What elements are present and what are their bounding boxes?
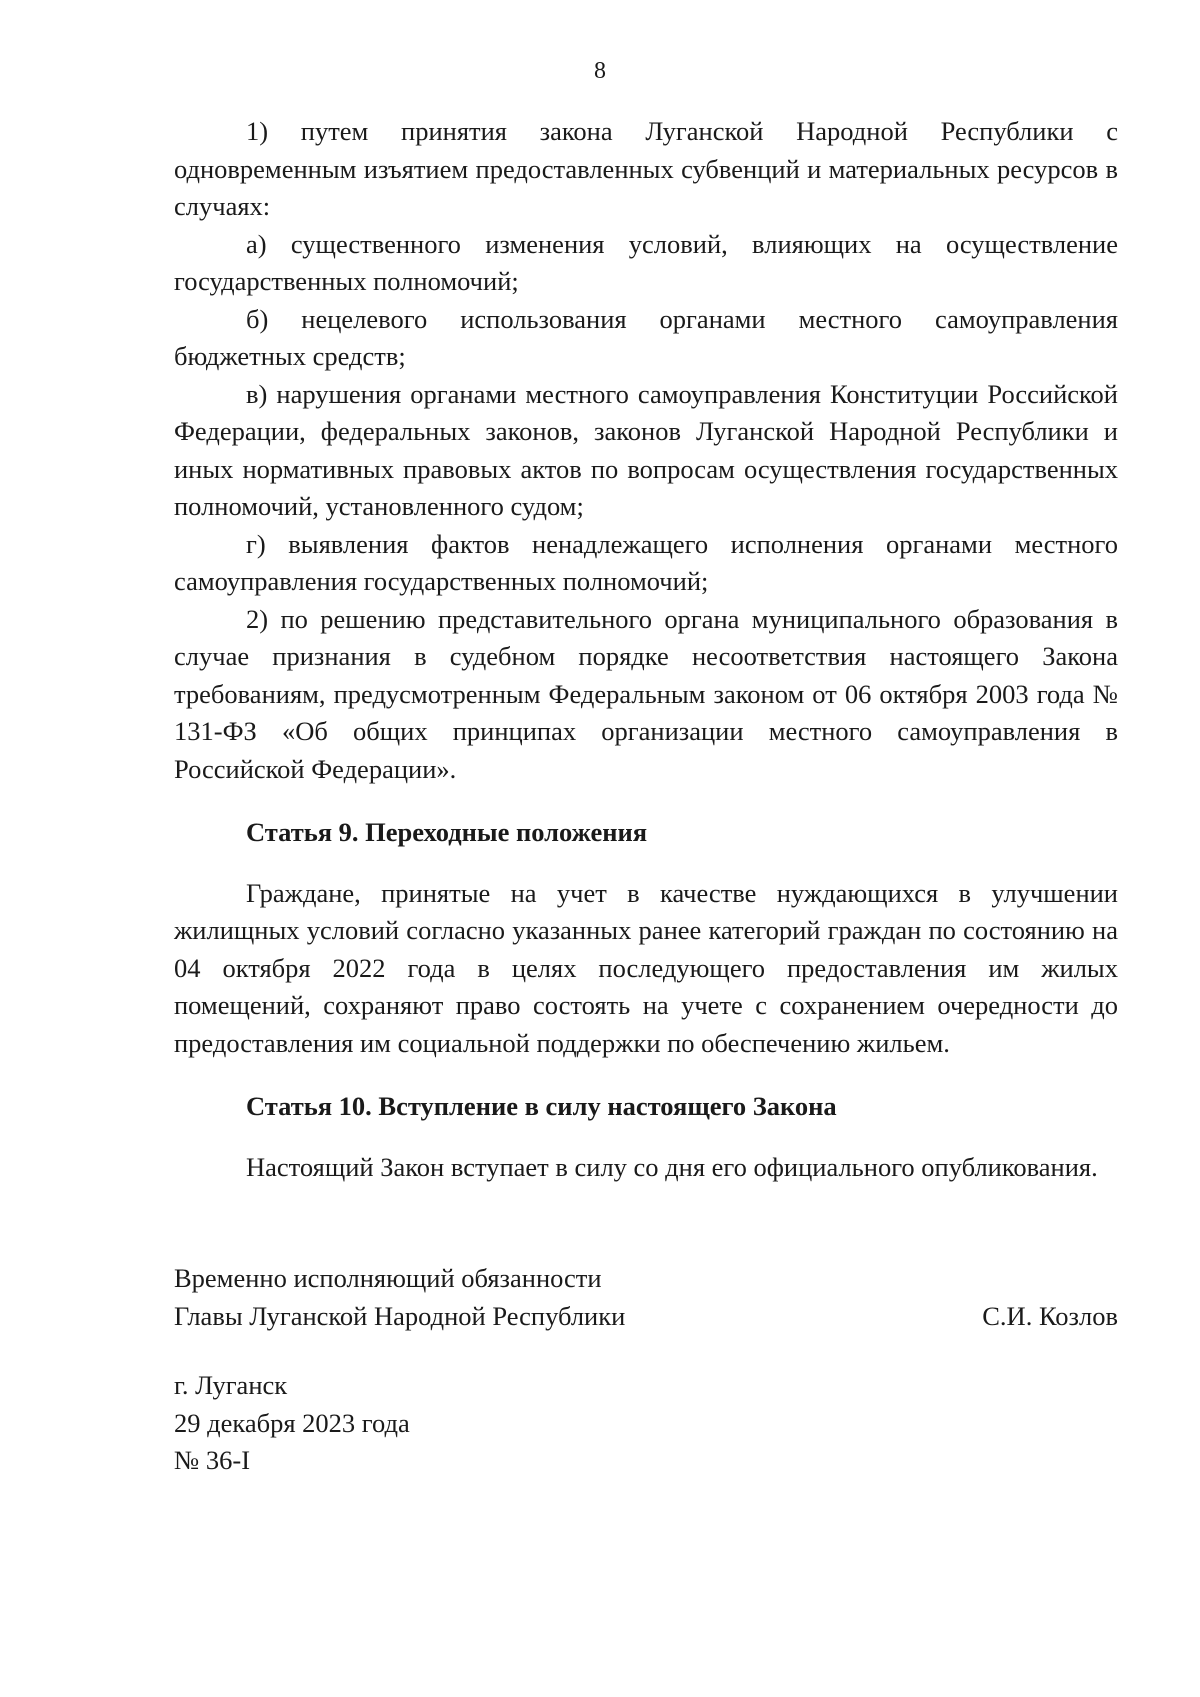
signatory-title-line-1: Временно исполняющий обязанности [174, 1263, 602, 1293]
page-number: 8 [594, 58, 606, 84]
document-body [174, 113, 1118, 1186]
signatory-name: С.И. Козлов [982, 1300, 1118, 1331]
paragraph-item-2: 2) по решению представительного органа муниципального образования в случае признания в судебном порядке несоответствия настоящего Закона требованиям, предусмотренным Федеральным законом от 06 октября 2003 года № 131-ФЗ «Об общих принципах организации местного самоуправления в Российской Федерации». [174, 603, 1118, 784]
paragraph-subitem-a: а) существенного изменения условий, влияющих на осуществление государственных полномочий; [174, 228, 1118, 296]
article-10-text: Настоящий Закон вступает в силу со дня его официального опубликования. [246, 1151, 1098, 1182]
paragraph-subitem-b: б) нецелевого использования органами местного самоуправления бюджетных средств; [174, 303, 1118, 371]
paragraph-item-1: 1) путем принятия закона Луганской Народной Республики с одновременным изъятием предоставленных субвенций и материальных ресурсов в случаях: [174, 116, 1118, 221]
paragraph-subitem-g: г) выявления фактов ненадлежащего исполнения органами местного самоуправления государственных полномочий; [174, 528, 1118, 596]
document-date: 29 декабря 2023 года [174, 1407, 410, 1438]
signature-block [174, 1260, 1118, 1335]
paragraph-subitem-v: в) нарушения органами местного самоуправления Конституции Российской Федерации, федеральных законов, законов Луганской Народной Республики и иных нормативных правовых актов по вопросам осуществления государственных полномочий, установленного судом; [174, 378, 1118, 521]
article-10-heading: Статья 10. Вступление в силу настоящего Закона [246, 1091, 837, 1121]
document-city: г. Луганск [174, 1370, 288, 1400]
signature-row [174, 1298, 1118, 1336]
document-number: № 36-I [174, 1445, 251, 1475]
article-9-heading: Статья 9. Переходные положения [246, 817, 648, 847]
article-9-text: Граждане, принятые на учет в качестве нуждающихся в улучшении жилищных условий согласно указанных ранее категорий граждан по состоянию на 04 октября 2022 года в целях последующего предоставления им жилых помещений, сохраняют право состоять на учете с сохранением очередности до предоставления им социальной поддержки по обеспечению жильем. [174, 877, 1118, 1058]
signatory-title-line-2: Главы Луганской Народной Республики [174, 1300, 626, 1331]
document-meta [174, 1367, 774, 1480]
